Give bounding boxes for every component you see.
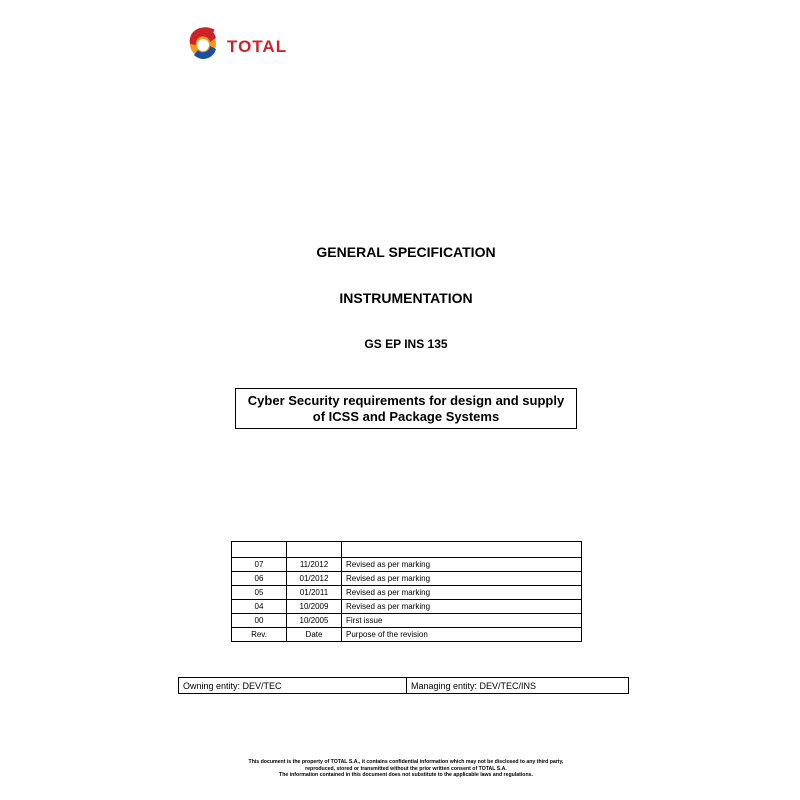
revision-header-date: Date	[287, 628, 342, 642]
revision-table	[231, 541, 582, 642]
discipline-heading: INSTRUMENTATION	[339, 290, 473, 306]
total-logo	[186, 24, 306, 64]
document-title-line-2: of ICSS and Package Systems	[312, 409, 500, 424]
revision-purpose: Revised as per marking	[342, 586, 582, 600]
owning-entity: Owning entity: DEV/TEC	[179, 678, 407, 694]
revision-header-row	[232, 628, 582, 642]
revision-date: 10/2009	[287, 600, 342, 614]
footer-line-1: This document is the property of TOTAL S.A., it contains confidential information which may not be disclosed to any third party,	[248, 759, 564, 765]
revision-date: 01/2011	[287, 586, 342, 600]
document-title-box	[235, 388, 577, 429]
managing-entity: Managing entity: DEV/TEC/INS	[407, 678, 629, 694]
logo-wordmark: TOTAL	[227, 37, 288, 56]
revision-number: 00	[232, 614, 287, 628]
entity-row	[179, 678, 629, 694]
revision-number: 05	[232, 586, 287, 600]
revision-row	[232, 614, 582, 628]
revision-row	[232, 572, 582, 586]
revision-purpose: Revised as per marking	[342, 572, 582, 586]
revision-purpose: Revised as per marking	[342, 558, 582, 572]
revision-purpose: Revised as per marking	[342, 600, 582, 614]
entity-table	[178, 677, 629, 694]
revision-header-purpose: Purpose of the revision	[342, 628, 582, 642]
revision-row	[232, 558, 582, 572]
revision-cell	[287, 542, 342, 558]
revision-cell	[342, 542, 582, 558]
revision-header-rev: Rev.	[232, 628, 287, 642]
document-type-heading: GENERAL SPECIFICATION	[316, 244, 496, 260]
revision-cell	[232, 542, 287, 558]
revision-row	[232, 586, 582, 600]
revision-number: 07	[232, 558, 287, 572]
revision-date: 01/2012	[287, 572, 342, 586]
confidentiality-footer	[0, 759, 800, 779]
total-logo-icon	[186, 24, 222, 64]
document-code: GS EP INS 135	[364, 337, 448, 351]
footer-line-2: reproduced, stored or transmitted without the prior written consent of TOTAL S.A.	[305, 765, 507, 772]
revision-date: 10/2005	[287, 614, 342, 628]
document-title-line-1: Cyber Security requirements for design and supply	[247, 393, 565, 408]
revision-number: 06	[232, 572, 287, 586]
footer-line-3: The information contained in this document does not substitute to the applicable laws and regulations.	[279, 772, 533, 778]
revision-purpose: First issue	[342, 614, 582, 628]
revision-row	[232, 600, 582, 614]
revision-number: 04	[232, 600, 287, 614]
revision-date: 11/2012	[287, 558, 342, 572]
revision-row-blank	[232, 542, 582, 558]
